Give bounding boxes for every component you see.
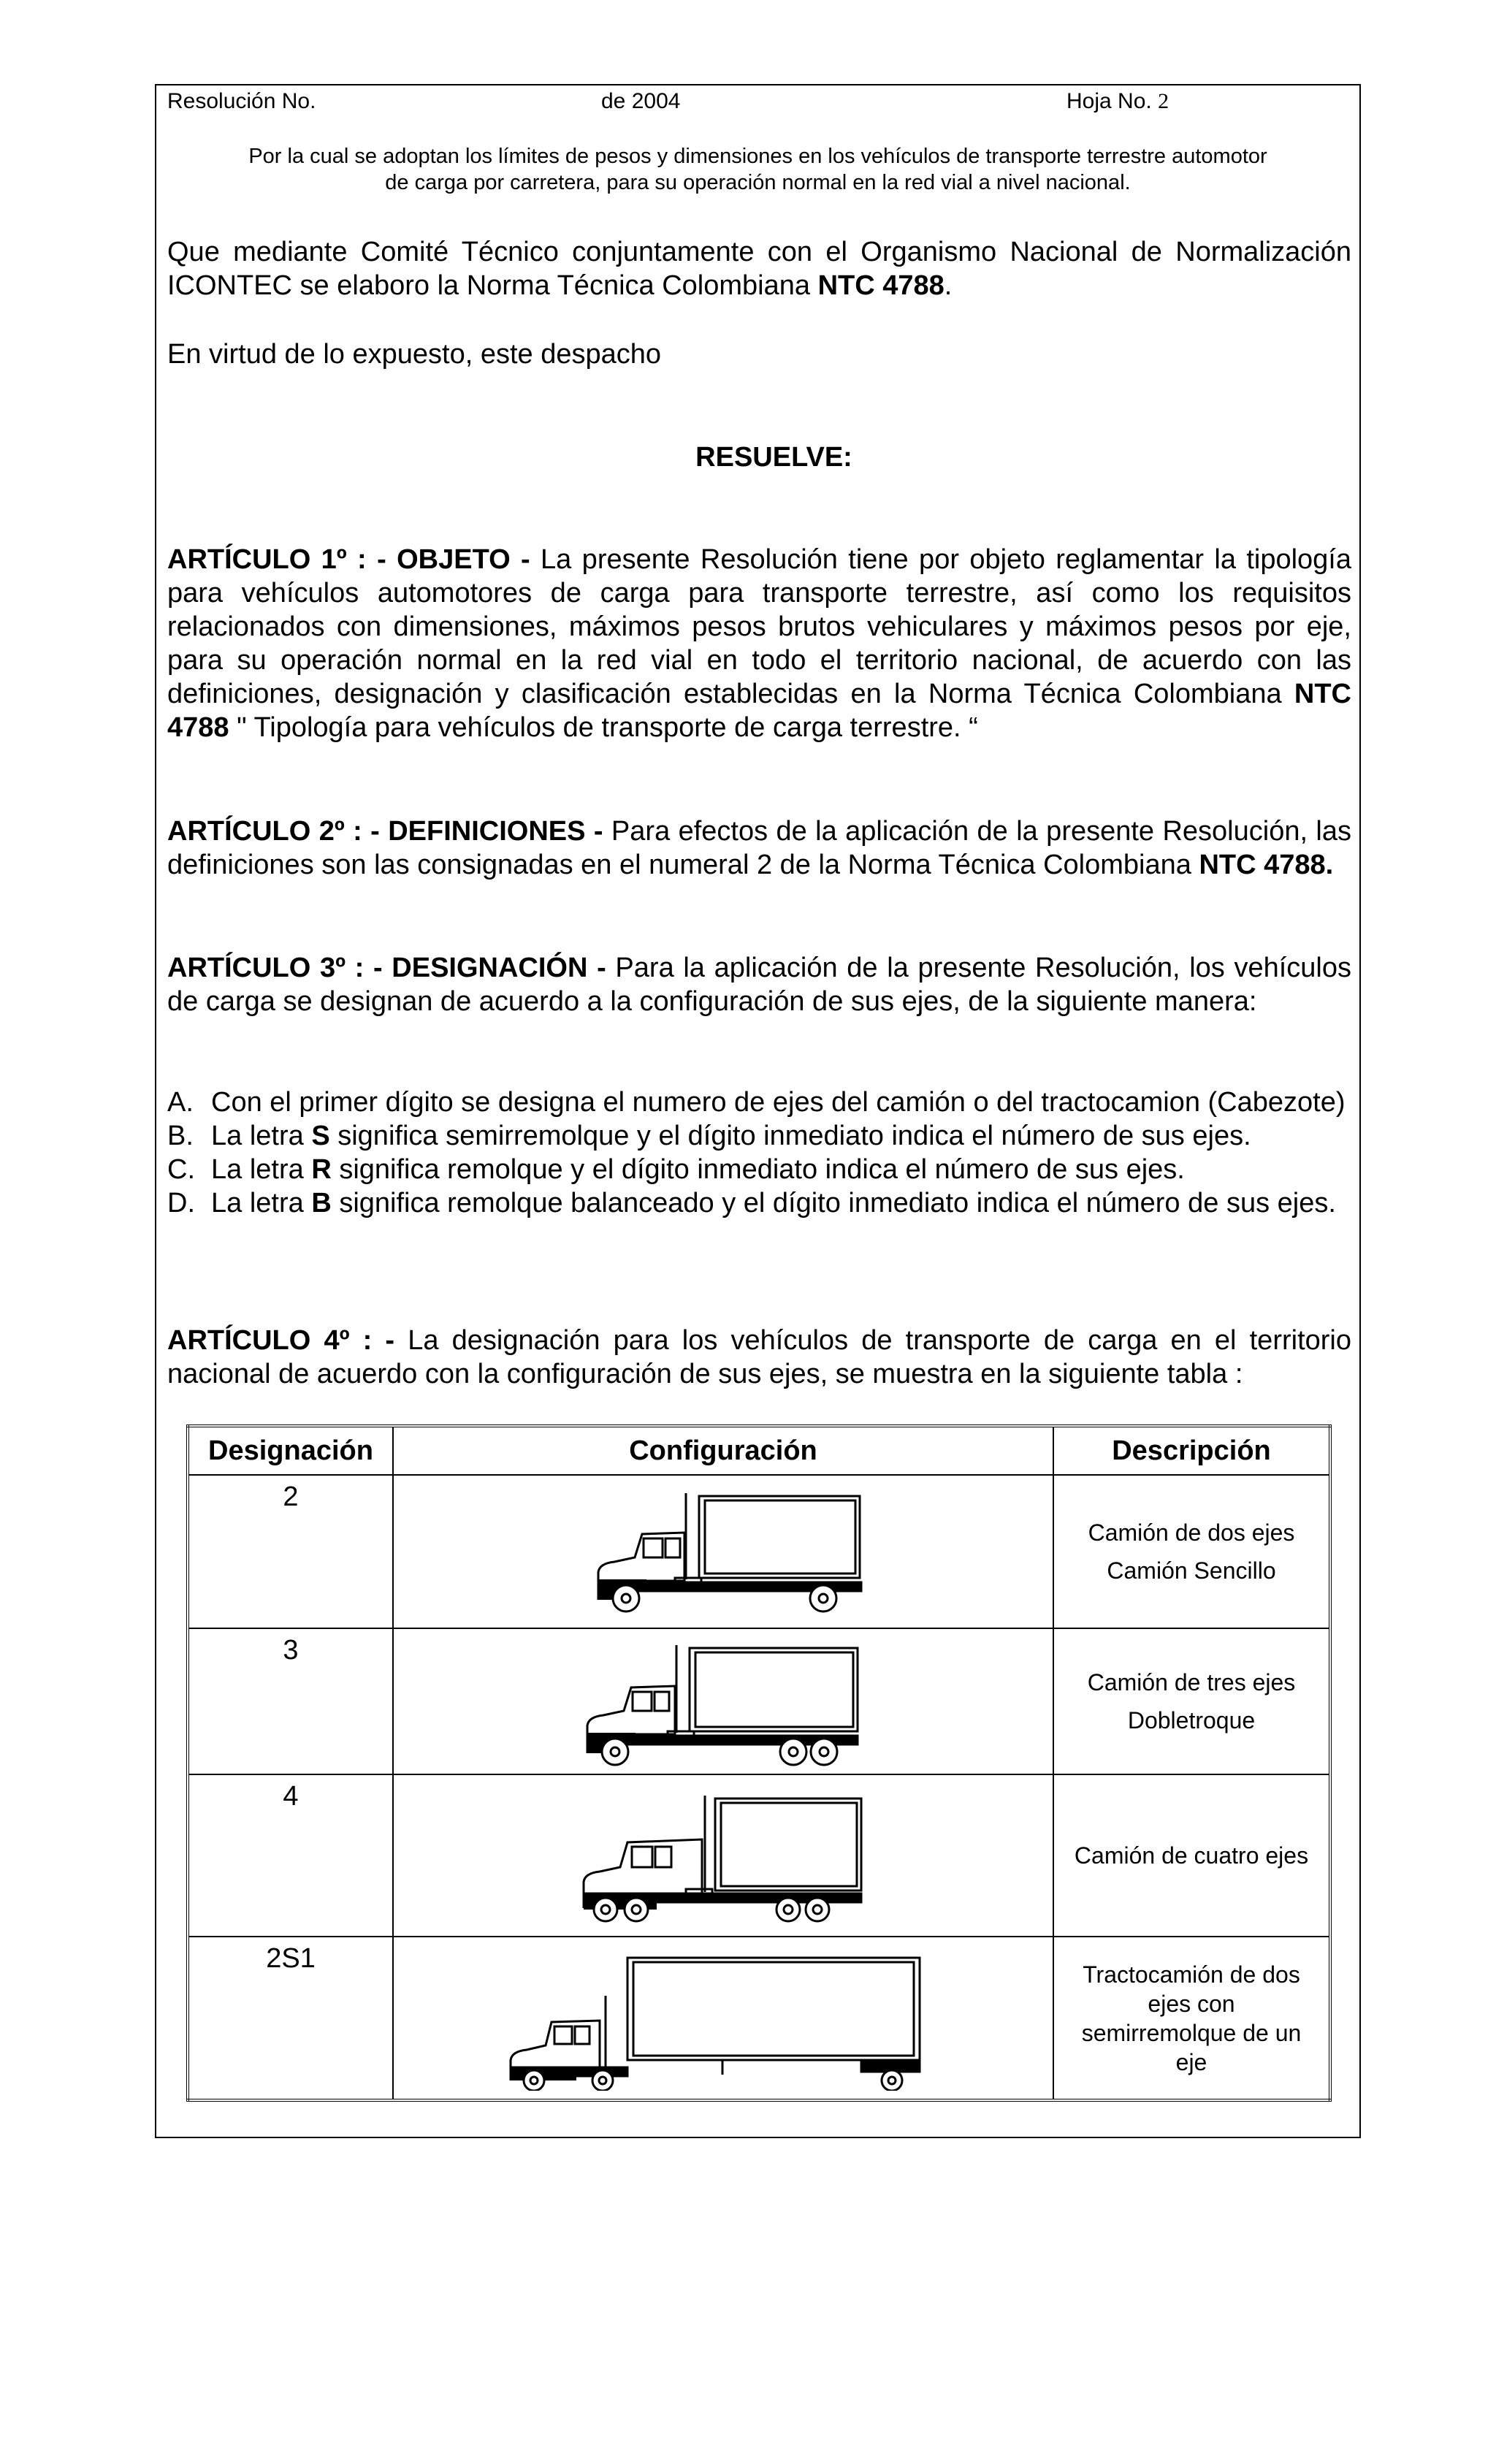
article-1: ARTÍCULO 1º : - OBJETO - La presente Resolución tiene por objeto reglamentar la tipología para vehículos automotores de carga para transporte terrestre, así como los requisitos relacionados con dimensiones, máximos pesos brutos vehiculares y máximos pesos por eje, para su operación normal en la red vial en todo el territorio nacional, de acuerdo con las definiciones, designación y clasificación establecidas en la Norma Técnica Colombiana NTC 4788 " Tipología para vehículos de transporte de carga terrestre. “	[167, 544, 1351, 743]
list-item: A. Con el primer dígito se designa el numero de ejes del camión o del tractocamion (Cabezote)	[167, 1087, 1346, 1118]
table-row	[188, 1475, 1330, 1628]
resuelve-heading: RESUELVE:	[695, 442, 852, 473]
description-cell: Tractocamión de dos ejes con semirremolque de un eje	[1053, 1937, 1330, 2100]
description-cell: Camión de dos ejes Camión Sencillo	[1053, 1475, 1330, 1628]
table-row	[188, 1937, 1330, 2100]
3-axle-truck-icon	[580, 1644, 872, 1768]
header-descripcion: Descripción	[1053, 1426, 1330, 1475]
page-number-label: Hoja No. 2	[1066, 89, 1169, 113]
designation-list	[167, 1086, 1351, 1220]
list-item: B. La letra S significa semirremolque y el dígito inmediato indica el número de sus ejes.	[167, 1121, 1251, 1151]
paragraph-virtud: En virtud de lo expuesto, este despacho	[167, 339, 662, 370]
designation-cell: 3	[188, 1628, 393, 1774]
description-cell: Camión de cuatro ejes	[1053, 1774, 1330, 1937]
document-subtitle: Por la cual se adoptan los límites de pesos y dimensiones en los vehículos de transporte terrestre automotor de carga por carretera, para su operación normal en la red vial a nivel nacional.	[248, 145, 1267, 194]
list-item: D. La letra B significa remolque balanceado y el dígito inmediato indica el número de sus ejes.	[167, 1188, 1336, 1218]
configuration-cell	[393, 1774, 1053, 1937]
description-cell: Camión de tres ejes Dobletroque	[1053, 1628, 1330, 1774]
vehicle-designation-table	[186, 1424, 1332, 2102]
table-row	[188, 1628, 1330, 1774]
resolution-number-label: Resolución No.	[167, 89, 316, 113]
configuration-cell	[393, 1937, 1053, 2100]
article-3: ARTÍCULO 3º : - DESIGNACIÓN - Para la aplicación de la presente Resolución, los vehículos de carga se designan de acuerdo a la configuración de sus ejes, de la siguiente manera:	[167, 953, 1351, 1017]
table-row	[188, 1774, 1330, 1937]
designation-cell: 4	[188, 1774, 393, 1937]
table-header-row	[188, 1426, 1330, 1475]
tractor-semitrailer-icon	[503, 1952, 927, 2091]
header-configuracion: Configuración	[393, 1426, 1053, 1475]
designation-cell: 2S1	[188, 1937, 393, 2100]
4-axle-truck-icon	[576, 1791, 876, 1923]
article-2: ARTÍCULO 2º : - DEFINICIONES - Para efectos de la aplicación de la presente Resolución, las definiciones son las consignadas en el numeral 2 de la Norma Técnica Colombiana NTC 4788.	[167, 816, 1351, 880]
article-4: ARTÍCULO 4º : - La designación para los vehículos de transporte de carga en el territorio nacional de acuerdo con la configuración de sus ejes, se muestra en la siguiente tabla :	[167, 1325, 1351, 1389]
paragraph-comite: Que mediante Comité Técnico conjuntamente con el Organismo Nacional de Normalización ICONTEC se elaboro la Norma Técnica Colombiana NTC 4788.	[167, 237, 1351, 301]
configuration-cell	[393, 1475, 1053, 1628]
header-designacion: Designación	[188, 1426, 393, 1475]
resolution-year: de 2004	[601, 89, 681, 113]
2-axle-truck-icon	[591, 1490, 869, 1614]
list-item: C. La letra R significa remolque y el dígito inmediato indica el número de sus ejes.	[167, 1154, 1185, 1185]
configuration-cell	[393, 1628, 1053, 1774]
designation-cell: 2	[188, 1475, 393, 1628]
